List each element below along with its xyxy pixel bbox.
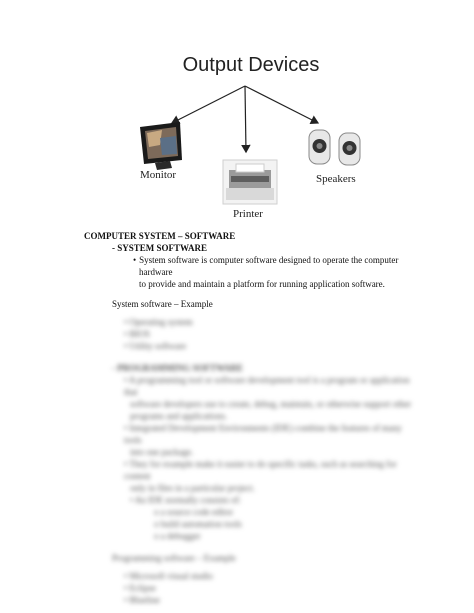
list-item: only in files in a particular project. xyxy=(130,483,255,493)
bullet-text-line2: to provide and maintain a platform for running application software. xyxy=(139,279,385,289)
blurred-preview xyxy=(84,310,414,606)
list-item: • An IDE normally consists of: xyxy=(130,495,241,505)
speakers-icon xyxy=(309,130,360,165)
device-label-printer: Printer xyxy=(233,208,263,220)
list-item: o a debugger xyxy=(154,531,201,541)
list-item: • BIOS xyxy=(124,329,150,339)
document-body xyxy=(84,230,414,606)
subsection-heading: - SYSTEM SOFTWARE xyxy=(112,243,208,253)
device-label-speakers: Speakers xyxy=(316,173,356,185)
list-item: • Eclipse xyxy=(124,583,156,593)
list-item: programs and applications. xyxy=(130,411,228,421)
list-item: • Blueline xyxy=(124,595,160,605)
monitor-icon xyxy=(140,122,182,170)
list-item: • Integrated Development Environments (IDE) combine the features of many tools xyxy=(124,423,402,445)
list-item: • Microsoft visual studio xyxy=(124,571,213,581)
connector-arrows xyxy=(172,86,318,152)
list-item: • They for example make it easier to do specific tasks, such as searching for content xyxy=(124,459,397,481)
diagram-title: Output Devices xyxy=(182,54,320,76)
blurred-example-heading: Programming software – Example xyxy=(112,553,236,563)
list-item: o build automation tools xyxy=(154,519,242,529)
list-item: into one package. xyxy=(130,447,194,457)
diagram-graphics xyxy=(0,0,474,230)
bullet-icon: • xyxy=(133,255,137,265)
list-item: o a source code editor xyxy=(154,507,233,517)
device-label-monitor: Monitor xyxy=(140,169,177,181)
section-heading: COMPUTER SYSTEM – SOFTWARE xyxy=(84,231,236,241)
list-item: software developers use to create, debug, maintain, or otherwise support other xyxy=(130,399,412,409)
list-item: • A programming tool or software development tool is a program or application that xyxy=(124,375,410,397)
list-item: • Utility software xyxy=(124,341,187,351)
list-item: • Operating system xyxy=(124,317,193,327)
blurred-section-heading: - PROGRAMMING SOFTWARE xyxy=(112,363,243,373)
bullet-text-line1: System software is computer software designed to operate the computer hardware xyxy=(139,255,399,277)
bullet-paragraph xyxy=(127,254,414,290)
output-devices-diagram xyxy=(0,0,474,230)
printer-icon xyxy=(223,160,277,204)
example-heading: System software – Example xyxy=(112,299,213,309)
